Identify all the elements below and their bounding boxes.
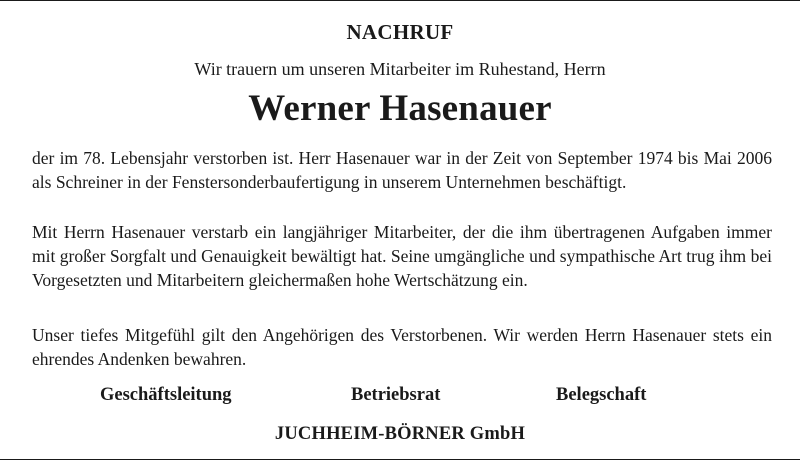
signatory-works-council: Betriebsrat	[351, 385, 441, 405]
paragraph-condolence: Unser tiefes Mitgefühl gilt den Angehörigen des Verstorbenen. Wir werden Herrn Hasenauer stets ein ehrendes Andenken bewahren.	[32, 325, 772, 369]
notice-heading: NACHRUF	[346, 20, 454, 44]
signatory-management: Geschäftsleitung	[100, 385, 232, 405]
signatory-staff: Belegschaft	[556, 385, 647, 405]
intro-line: Wir trauern um unseren Mitarbeiter im Ruhestand, Herrn	[194, 59, 606, 79]
company-name: JUCHHEIM-BÖRNER GmbH	[274, 424, 526, 444]
paragraph-appreciation: Mit Herrn Hasenauer verstarb ein langjähriger Mitarbeiter, der die ihm übertragenen Aufgaben immer mit großer Sorgfalt und Genauigkeit bewältigt hat. Seine umgängliche und sympathische Art trug ihm bei Vorgesetzten und Mitarbeitern gleichermaßen hohe Wertschätzung ein.	[32, 222, 772, 290]
paragraph-service: der im 78. Lebensjahr verstorben ist. Herr Hasenauer war in der Zeit von September 1974 bis Mai 2006 als Schreiner in der Fenstersonderbaufertigung in unserem Unternehmen beschäftigt.	[32, 148, 772, 192]
deceased-name: Werner Hasenauer	[248, 88, 552, 129]
